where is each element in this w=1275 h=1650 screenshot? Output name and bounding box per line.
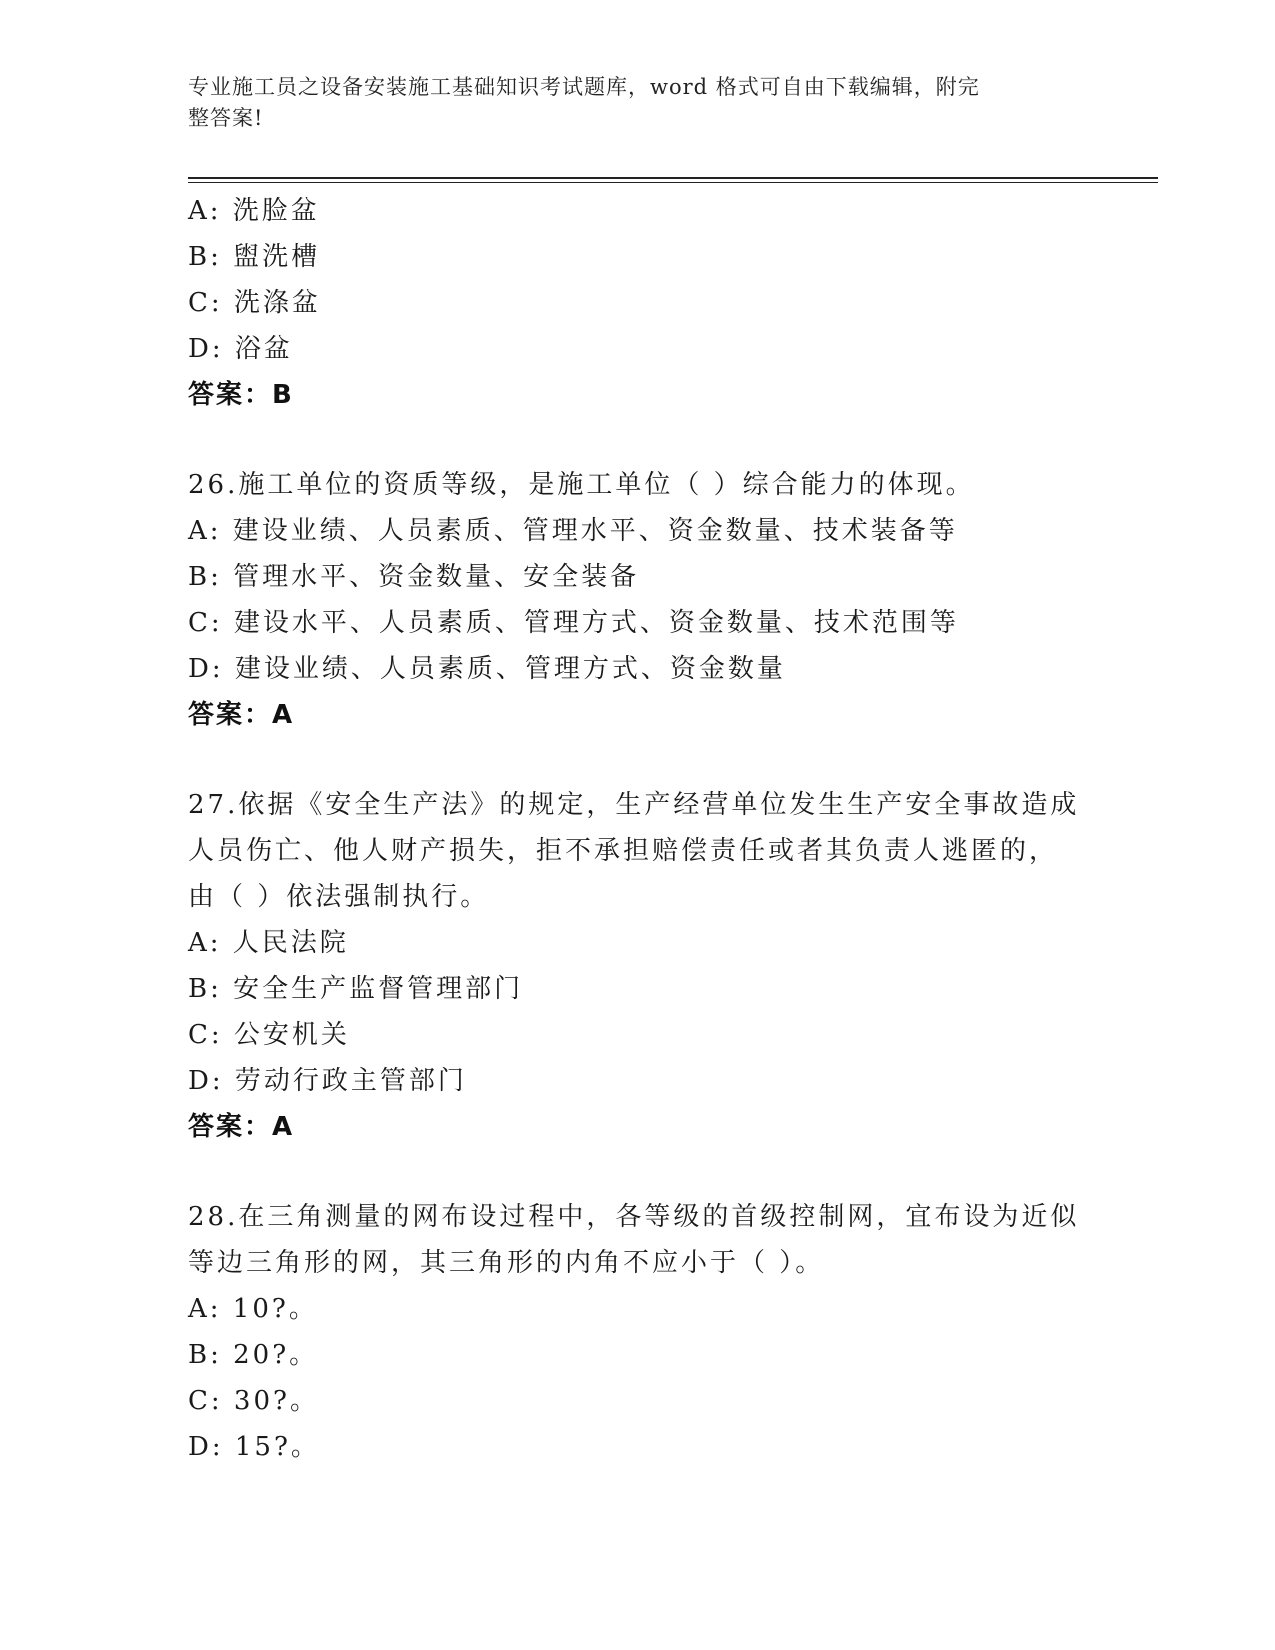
option-b: B: 盥洗槽 xyxy=(188,242,321,272)
spacer xyxy=(188,738,1088,782)
option-a: A: 建设业绩、人员素质、管理水平、资金数量、技术装备等 xyxy=(188,516,958,546)
answer-line: 答案：A xyxy=(188,700,295,730)
header-title-line-2: 整答案! xyxy=(188,106,264,130)
answer-line: 答案：A xyxy=(188,1112,295,1142)
question-27 xyxy=(188,782,1088,1150)
question-text: 由（ ）依法强制执行。 xyxy=(188,882,490,912)
question-text: 26.施工单位的资质等级，是施工单位（ ）综合能力的体现。 xyxy=(188,470,975,500)
option-a: A: 洗脸盆 xyxy=(188,196,320,226)
option-d: D: 劳动行政主管部门 xyxy=(188,1066,467,1096)
header-divider-thick xyxy=(188,177,1158,179)
spacer xyxy=(188,418,1088,462)
option-c: C: 公安机关 xyxy=(188,1020,350,1050)
header-title-line-1: 专业施工员之设备安装施工基础知识考试题库，word 格式可自由下载编辑，附完 xyxy=(188,75,980,99)
spacer xyxy=(188,1150,1088,1194)
question-text: 人员伤亡、他人财产损失，拒不承担赔偿责任或者其负责人逃匿的， xyxy=(188,836,1059,866)
option-d: D: 浴盆 xyxy=(188,334,293,364)
option-b: B: 管理水平、资金数量、安全装备 xyxy=(188,562,640,592)
option-a: A: 人民法院 xyxy=(188,928,349,958)
option-b: B: 20?。 xyxy=(188,1340,319,1370)
document-header xyxy=(188,72,1068,134)
option-c: C: 洗涤盆 xyxy=(188,288,321,318)
question-26 xyxy=(188,462,1088,738)
question-28 xyxy=(188,1194,1088,1470)
question-text: 28.在三角测量的网布设过程中，各等级的首级控制网，宜布设为近似 xyxy=(188,1202,1080,1232)
option-d: D: 15?。 xyxy=(188,1432,320,1462)
header-divider-thin xyxy=(188,182,1158,183)
option-b: B: 安全生产监督管理部门 xyxy=(188,974,524,1004)
question-text: 等边三角形的网，其三角形的内角不应小于（ ）。 xyxy=(188,1248,825,1278)
option-a: A: 10?。 xyxy=(188,1294,318,1324)
question-text: 27.依据《安全生产法》的规定，生产经营单位发生生产安全事故造成 xyxy=(188,790,1080,820)
answer-line: 答案：B xyxy=(188,380,294,410)
option-d: D: 建设业绩、人员素质、管理方式、资金数量 xyxy=(188,654,786,684)
option-c: C: 30?。 xyxy=(188,1386,319,1416)
question-25 xyxy=(188,188,1088,418)
option-c: C: 建设水平、人员素质、管理方式、资金数量、技术范围等 xyxy=(188,608,959,638)
question-list xyxy=(188,188,1088,1470)
